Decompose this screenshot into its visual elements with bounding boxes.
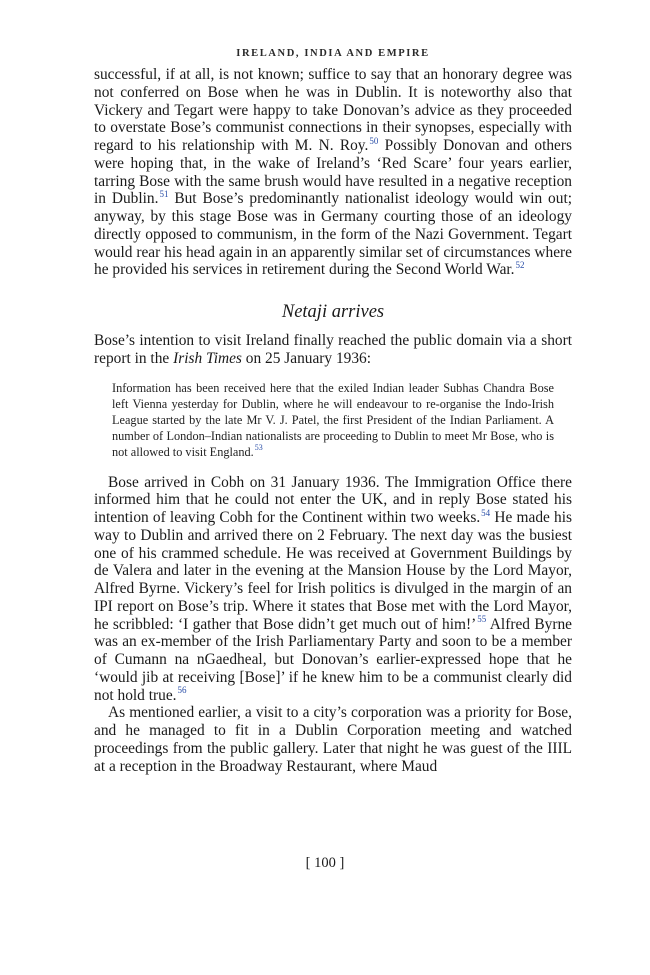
block-quote — [112, 380, 554, 460]
footnote-marker[interactable]: 51 — [159, 189, 169, 200]
paragraph-text: But Bose’s predominantly nationalist ideology would win out; anyway, by this stage Bose was in Germany courting those of an ideology directly opposed to communism, in the form of the Nazi Government. Tegart would rear his head again in an apparently similar set of circumstances where he provided his services in retirement during the Second World War. — [94, 190, 572, 279]
paragraph-text: Alfred Byrne was an ex-member of the Irish Parliamentary Party and soon to be a member of Cumann na nGaedheal, but Donovan’s earlier-expressed hope that he ‘would jib at receiving [Bose]’ if he knew him to be a communist clearly did not hold true. — [94, 615, 572, 704]
body-text — [94, 66, 572, 775]
publication-title: Irish Times — [173, 349, 242, 367]
paragraph-text: Bose’s intention to visit Ireland finally reached the public domain via a short report in the — [94, 332, 572, 367]
footnote-marker[interactable]: 55 — [477, 614, 487, 625]
section-heading: Netaji arrives — [281, 302, 385, 322]
paragraph-text: Bose arrived in Cobh on 31 January 1936. The Immigration Office there informed him that he could not enter the UK, and in reply Bose stated his intention of leaving Cobh for the Continent within two weeks. — [94, 473, 572, 526]
paragraph-text: He made his way to Dublin and arrived there on 2 February. The next day was the busiest one of his crammed schedule. He was received at Government Buildings by de Valera and later in the evening at the Mansion House by the Lord Mayor, Alfred Byrne. Vickery’s feel for Irish politics is divulged in the margin of an IPI report on Bose’s trip. Where it states that Bose met with the Lord Mayor, he scribbled: ‘I gather that Bose didn’t get much out of him!’ — [94, 509, 573, 633]
footnote-marker[interactable]: 53 — [254, 443, 263, 453]
footnote-marker[interactable]: 52 — [515, 260, 525, 271]
paragraph — [94, 66, 572, 279]
paragraph-text: As mentioned earlier, a visit to a city’s corporation was a priority for Bose, and he managed to fit in a Dublin Corporation meeting and watched proceedings from the public gallery. Later that night he was guest of the IIIL at a reception in the Broadway Restaurant, where Maud — [94, 704, 572, 775]
paragraph-text: successful, if at all, is not known; suffice to say that an honorary degree was not conferred on Bose when he was in Dublin. It is noteworthy also that Vickery and Tegart were happy to take Donovan’s advice as they proceeded to overstate Bose’s communist connections in their synopses, especially with regard to his relationship with M. N. Roy. — [94, 66, 572, 154]
paragraph-text: Possibly Donovan and others were hoping that, in the wake of Ireland’s ‘Red Scare’ four years earlier, tarring Bose with the same brush would have resulted in a negative reception in Dublin. — [94, 137, 572, 208]
page-number: [ 100 ] — [305, 855, 345, 871]
paragraph — [94, 704, 572, 775]
quote-text: Information has been received here that the exiled Indian leader Subhas Chandra Bose left Vienna yesterday for Dublin, where he will endeavour to re-organise the Indo-Irish League started by the late Mr V. J. Patel, the first President of the Indian Parliament. A number of London–Indian nationalists are proceeding to Dublin to meet Mr Bose, who is not allowed to visit England. — [112, 380, 554, 459]
paragraph-text: on 25 January 1936: — [241, 349, 372, 367]
running-head: IRELAND, INDIA AND EMPIRE — [236, 48, 430, 59]
paragraph — [94, 474, 572, 705]
footnote-marker[interactable]: 56 — [177, 685, 187, 696]
footnote-marker[interactable]: 54 — [481, 507, 491, 518]
paragraph — [94, 332, 572, 368]
page-content — [94, 48, 572, 775]
footnote-marker[interactable]: 50 — [369, 135, 379, 146]
